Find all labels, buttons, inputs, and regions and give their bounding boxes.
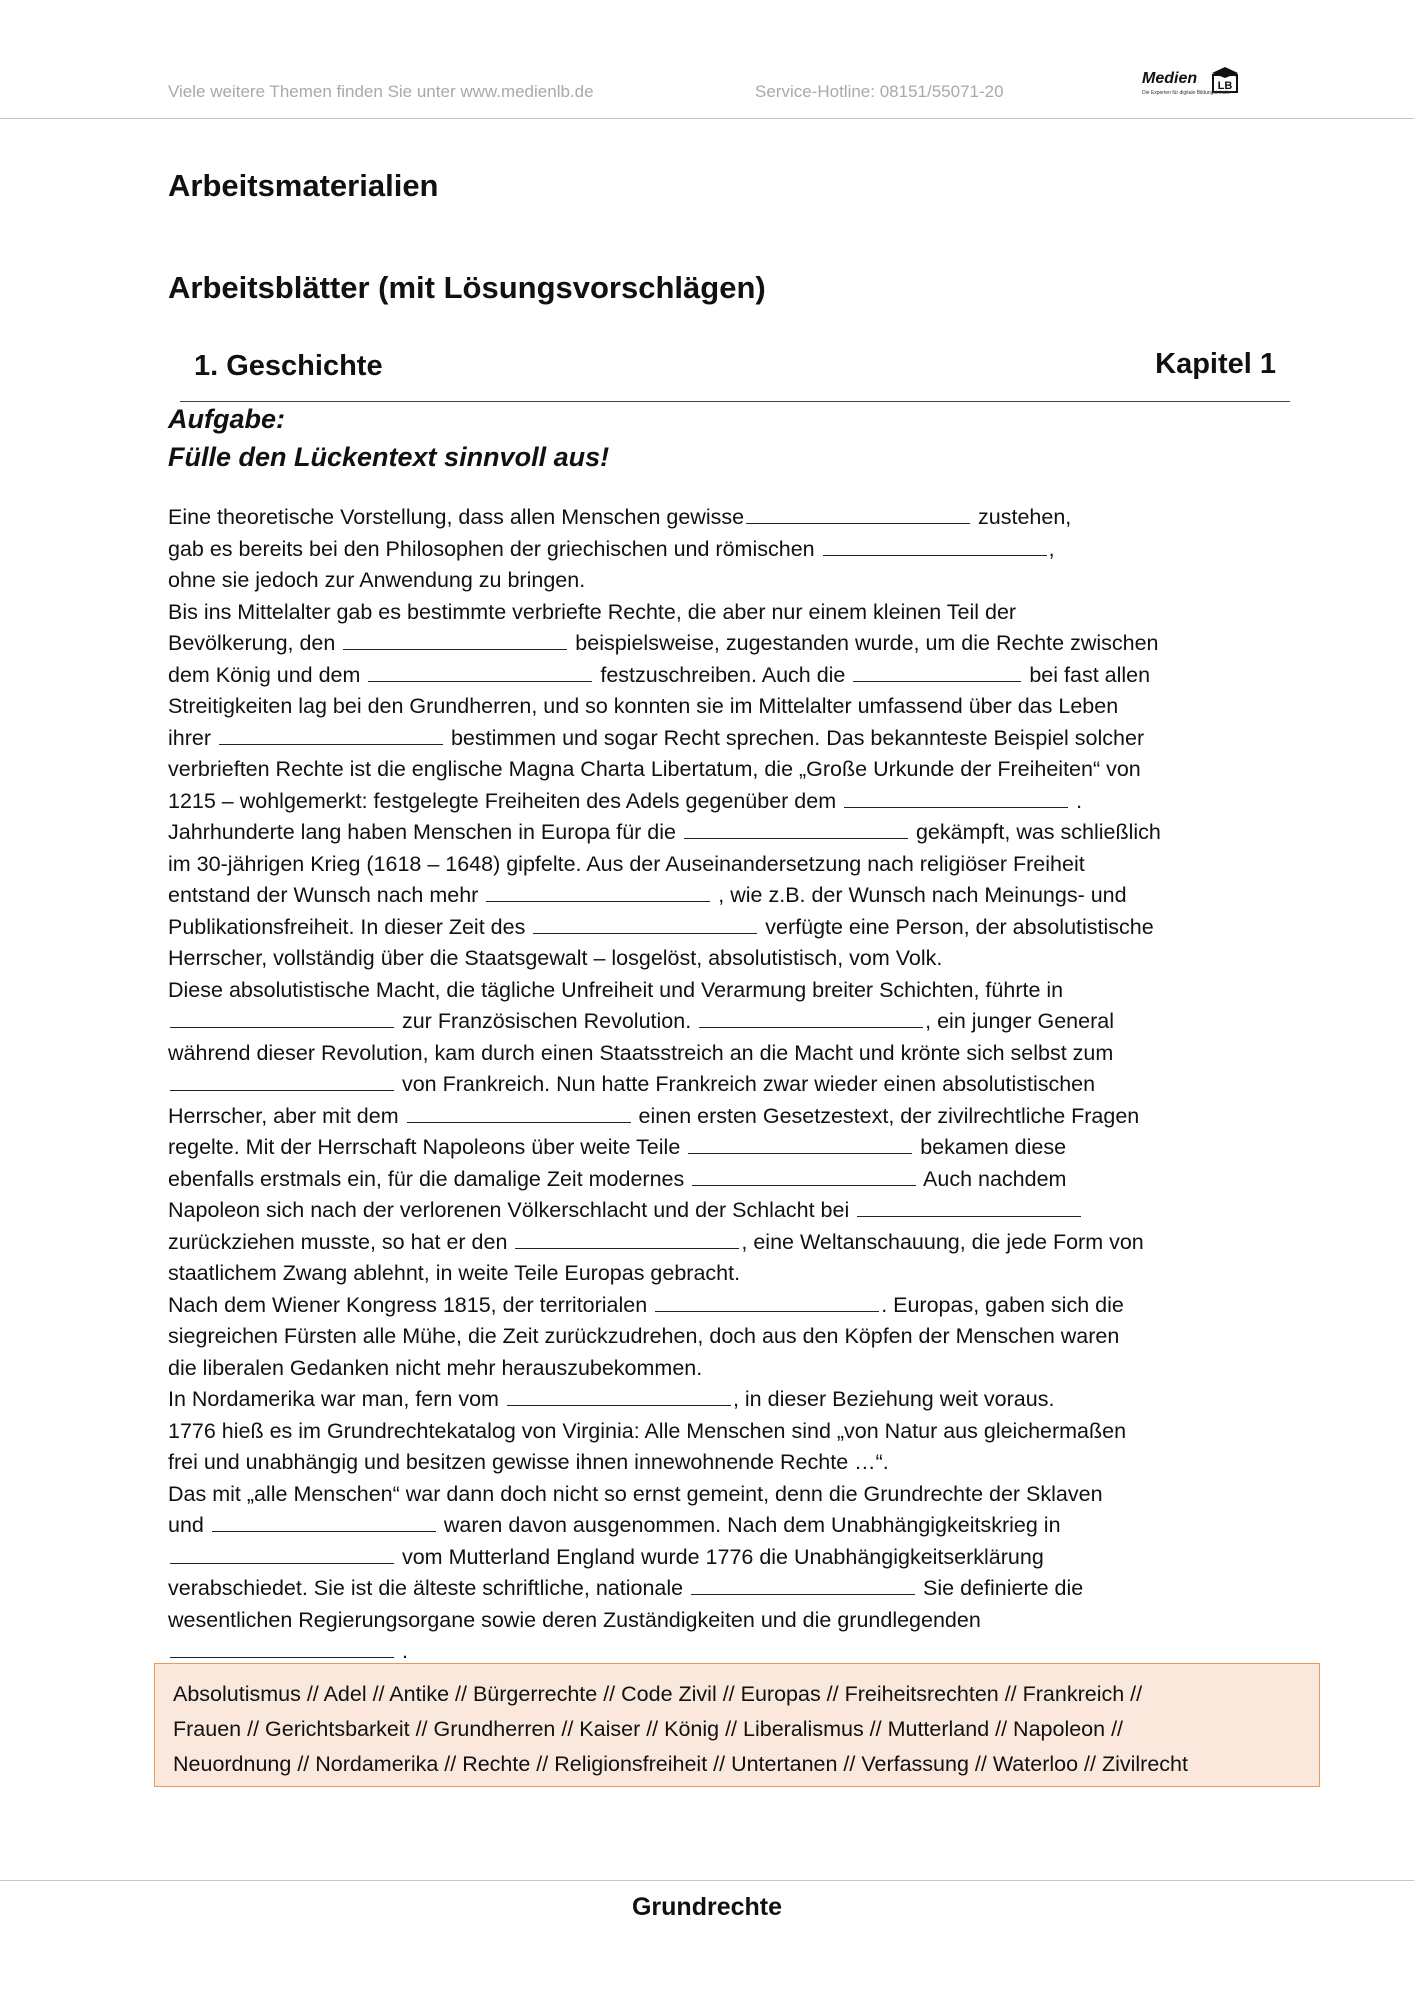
blank-line	[655, 1293, 879, 1312]
cloze-text-segment: siegreichen Fürsten alle Mühe, die Zeit zurückzudrehen, doch aus den Köpfen der Menschen waren	[168, 1324, 1120, 1348]
cloze-text-segment: verfügte eine Person, der absolutistische	[759, 914, 1154, 939]
cloze-line	[168, 628, 1278, 660]
cloze-text-segment: Jahrhunderte lang haben Menschen in Europa für die	[168, 820, 682, 844]
cloze-text-segment: , wie z.B. der Wunsch nach Meinungs- und	[712, 883, 1127, 907]
cloze-line	[168, 534, 1278, 566]
cloze-text-segment: ,	[1048, 536, 1055, 561]
cloze-text-segment: im 30-jährigen Krieg (1618 – 1648) gipfelte. Aus der Auseinandersetzung nach religiöser Freiheit	[168, 851, 1085, 876]
cloze-text-segment: bei fast allen	[1023, 662, 1151, 687]
task-instruction: Fülle den Lückentext sinnvoll aus!	[168, 442, 610, 472]
cloze-line	[168, 1605, 1278, 1637]
cloze-text-segment: .	[1070, 788, 1083, 813]
cloze-text-segment: dem König und dem	[168, 662, 367, 687]
cloze-text-segment: festzuschreiben. Auch die	[594, 662, 852, 687]
blank-line	[692, 1167, 916, 1186]
cloze-line	[168, 1069, 1278, 1101]
cloze-text-segment: Napoleon sich nach der verlorenen Völkerschlacht und der Schlacht bei	[168, 1198, 856, 1222]
blank-line	[691, 1576, 915, 1595]
cloze-line	[168, 975, 1278, 1007]
cloze-text-segment: frei und unabhängig und besitzen gewisse ihnen innewohnende Rechte …“.	[168, 1450, 889, 1474]
cloze-line	[168, 1384, 1278, 1416]
cloze-text-segment: , ein junger General	[925, 1009, 1114, 1033]
page-subtitle: Arbeitsblätter (mit Lösungsvorschlägen)	[168, 270, 766, 305]
blank-line	[368, 663, 592, 682]
cloze-line	[168, 1447, 1278, 1479]
blank-line	[533, 915, 757, 934]
cloze-text-segment: bekamen diese	[914, 1135, 1067, 1159]
cloze-line	[168, 597, 1278, 629]
cloze-text-segment: .	[396, 1639, 408, 1663]
cloze-text-segment: ebenfalls erstmals ein, für die damalige Zeit modernes	[168, 1166, 691, 1191]
cloze-line	[168, 691, 1278, 723]
cloze-line	[168, 1290, 1278, 1322]
cloze-line	[168, 786, 1278, 818]
blank-line	[343, 631, 567, 650]
cloze-line	[168, 1353, 1278, 1385]
footer-title: Grundrechte	[631, 1893, 783, 1921]
blank-line	[170, 1545, 394, 1564]
chapter-title: 1. Geschichte	[194, 350, 383, 382]
header-hotline-text: Service-Hotline: 08151/55071-20	[755, 82, 1004, 101]
cloze-text-segment: Eine theoretische Vorstellung, dass allen Menschen gewisse	[168, 505, 745, 529]
word-bank-line: Frauen // Gerichtsbarkeit // Grundherren // Kaiser // König // Liberalismus // Mutterland // Napoleon //	[173, 1717, 1124, 1741]
blank-line	[699, 1009, 923, 1028]
cloze-text-segment: zurückziehen musste, so hat er den	[168, 1229, 514, 1254]
cloze-line	[168, 1101, 1278, 1133]
cloze-text-segment: Herrscher, aber mit dem	[168, 1103, 405, 1128]
blank-line	[853, 663, 1021, 682]
cloze-line	[168, 754, 1278, 786]
cloze-line	[168, 849, 1278, 881]
blank-line	[219, 726, 443, 745]
cloze-text-segment: regelte. Mit der Herrschaft Napoleons über weite Teile	[168, 1135, 687, 1159]
word-bank	[154, 1663, 1320, 1787]
cloze-text-segment: Streitigkeiten lag bei den Grundherren, und so konnten sie im Mittelalter umfassend über das Leben	[168, 694, 1119, 718]
cloze-line	[168, 943, 1278, 975]
blank-line	[746, 505, 970, 524]
blank-line	[507, 1387, 731, 1406]
chapter-number: Kapitel 1	[1155, 348, 1276, 380]
cloze-line	[168, 1227, 1278, 1259]
blank-line	[684, 820, 908, 839]
cloze-text-segment: Sie definierte die	[917, 1576, 1084, 1600]
footer-divider	[0, 1880, 1414, 1881]
cloze-text-segment: gekämpft, was schließlich	[909, 820, 1161, 844]
header-divider	[0, 118, 1414, 119]
cloze-text-segment: zustehen,	[972, 505, 1072, 529]
cloze-text-segment: und	[168, 1513, 210, 1537]
medienlb-logo	[1140, 60, 1250, 104]
cloze-text-segment: 1215 – wohlgemerkt: festgelegte Freiheiten des Adels gegenüber dem	[168, 788, 843, 813]
blank-line	[170, 1009, 394, 1028]
cloze-text-segment: beispielsweise, zugestanden wurde, um die Rechte zwischen	[569, 631, 1159, 655]
cloze-line	[168, 1416, 1278, 1448]
cloze-text-segment: die liberalen Gedanken nicht mehr herauszubekommen.	[168, 1355, 703, 1380]
cloze-text-segment: verabschiedet. Sie ist die älteste schriftliche, nationale	[168, 1576, 690, 1600]
blank-line	[515, 1230, 739, 1249]
cloze-text-segment: Nach dem Wiener Kongress 1815, der territorialen	[168, 1292, 654, 1317]
logo-tagline: Die Experten für digitale Bildungsinhalte	[1142, 90, 1231, 96]
blank-line	[486, 883, 710, 902]
blank-line	[407, 1104, 631, 1123]
cloze-line	[168, 1132, 1278, 1164]
cloze-line	[168, 1038, 1278, 1070]
chapter-divider	[180, 401, 1290, 402]
cloze-text-segment: ohne sie jedoch zur Anwendung zu bringen.	[168, 568, 586, 592]
cloze-line	[168, 565, 1278, 597]
cloze-text-segment: waren davon ausgenommen. Nach dem Unabhängigkeitskrieg in	[437, 1513, 1061, 1537]
cloze-line	[168, 1510, 1278, 1542]
logo-badge-text: LB	[1217, 80, 1233, 92]
cloze-line	[168, 1573, 1278, 1605]
cloze-text-segment: . Europas, gaben sich die	[881, 1292, 1124, 1317]
cloze-line	[168, 502, 1278, 534]
cloze-line	[168, 660, 1278, 692]
cloze-line	[168, 817, 1278, 849]
cloze-text-segment: Das mit „alle Menschen“ war dann doch nicht so ernst gemeint, denn die Grundrechte der Sklaven	[168, 1481, 1103, 1506]
cloze-text-segment: Bevölkerung, den	[168, 631, 342, 655]
page-header	[0, 0, 1414, 120]
cloze-text-segment: ihrer	[168, 725, 217, 750]
cloze-line	[168, 912, 1278, 944]
cloze-text-segment: einen ersten Gesetzestext, der zivilrechtliche Fragen	[632, 1103, 1140, 1128]
cloze-line	[168, 1258, 1278, 1290]
cloze-text-segment: von Frankreich. Nun hatte Frankreich zwar wieder einen absolutistischen	[396, 1072, 1096, 1096]
cloze-text-segment: entstand der Wunsch nach mehr	[168, 883, 485, 907]
cloze-text-segment: , in dieser Beziehung weit voraus.	[732, 1387, 1055, 1411]
blank-line	[823, 537, 1047, 556]
cloze-text-segment: Herrscher, vollständig über die Staatsgewalt – losgelöst, absolutistisch, vom Volk.	[168, 946, 943, 970]
cloze-line	[168, 1321, 1278, 1353]
cloze-text-segment: während dieser Revolution, kam durch einen Staatsstreich an die Macht und krönte sich selbst zum	[168, 1040, 1114, 1065]
cloze-text-segment: gab es bereits bei den Philosophen der griechischen und römischen	[168, 536, 821, 561]
cloze-text-segment: zur Französischen Revolution.	[396, 1009, 698, 1033]
blank-line	[857, 1198, 1081, 1217]
cloze-line	[168, 1542, 1278, 1574]
cloze-line	[168, 1006, 1278, 1038]
blank-line	[688, 1135, 912, 1154]
cloze-line	[168, 880, 1278, 912]
cloze-text-segment: verbrieften Rechte ist die englische Magna Charta Libertatum, die „Große Urkunde der Freiheiten“ von	[168, 757, 1141, 781]
cloze-line	[168, 723, 1278, 755]
task-label: Aufgabe:	[168, 404, 285, 434]
blank-line	[212, 1513, 436, 1532]
cloze-text-segment: wesentlichen Regierungsorgane sowie deren Zuständigkeiten und die grundlegenden	[168, 1607, 981, 1632]
cloze-text-segment: 1776 hieß es im Grundrechtekatalog von Virginia: Alle Menschen sind „von Natur aus gleichermaßen	[168, 1418, 1127, 1443]
cloze-line	[168, 1164, 1278, 1196]
cloze-text-segment: In Nordamerika war man, fern vom	[168, 1387, 505, 1411]
cloze-line	[168, 1195, 1278, 1227]
cloze-text	[168, 502, 1278, 1668]
page-title: Arbeitsmaterialien	[168, 168, 439, 203]
blank-line	[844, 789, 1068, 808]
blank-line	[170, 1639, 394, 1658]
cloze-text-segment: Diese absolutistische Macht, die tägliche Unfreiheit und Verarmung breiter Schichten, führte in	[168, 977, 1064, 1002]
cloze-text-segment: vom Mutterland England wurde 1776 die Unabhängigkeitserklärung	[396, 1544, 1044, 1569]
cloze-line	[168, 1479, 1278, 1511]
word-bank-line: Neuordnung // Nordamerika // Rechte // Religionsfreiheit // Untertanen // Verfassung // Waterloo // Zivilrecht	[173, 1752, 1188, 1776]
header-website-text: Viele weitere Themen finden Sie unter www.medienlb.de	[168, 82, 594, 101]
cloze-text-segment: Auch nachdem	[918, 1166, 1067, 1191]
cloze-text-segment: , eine Weltanschauung, die jede Form von	[741, 1229, 1144, 1254]
cloze-text-segment: staatlichem Zwang ablehnt, in weite Teile Europas gebracht.	[168, 1261, 741, 1285]
word-bank-line: Absolutismus // Adel // Antike // Bürgerrechte // Code Zivil // Europas // Freiheitsrechten // Frankreich //	[173, 1682, 1143, 1706]
blank-line	[170, 1072, 394, 1091]
cloze-text-segment: Bis ins Mittelalter gab es bestimmte verbriefte Rechte, die aber nur einem kleinen Teil der	[168, 599, 1017, 624]
cloze-text-segment: bestimmen und sogar Recht sprechen. Das bekannteste Beispiel solcher	[444, 725, 1145, 750]
logo-word: Medien	[1142, 70, 1198, 87]
cloze-text-segment: Publikationsfreiheit. In dieser Zeit des	[168, 914, 532, 939]
